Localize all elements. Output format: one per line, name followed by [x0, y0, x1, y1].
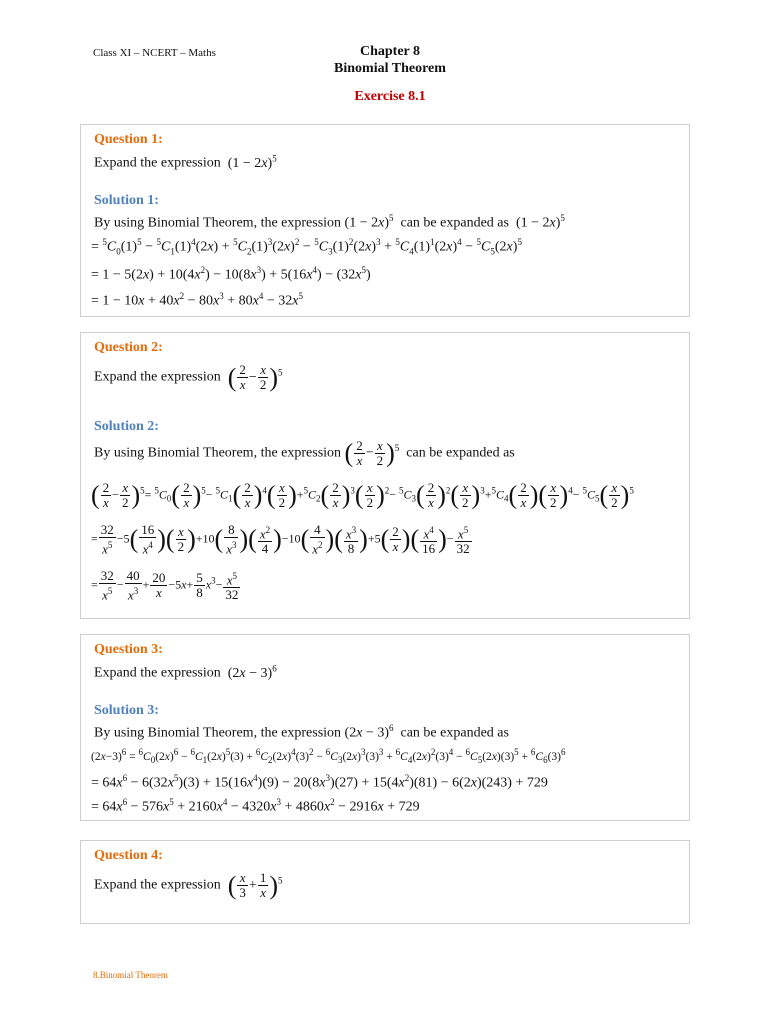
chapter-number: Chapter 8: [359, 44, 421, 59]
question-3-prompt: Expand the expression $(2x - 3)^6$: [94, 663, 277, 681]
header-left: Class XI – NCERT – Maths: [93, 47, 216, 59]
question-1-box: [80, 124, 690, 317]
solution-2-step-3: = $\frac{32}{x^5}$ − $\frac{40}{x^3}$ + $\frac{20}{x}$ −5x+ $\frac{5}{8}$ $x^3-$ $\frac{x^5}{32}$: [91, 568, 239, 603]
solution-2-text: By using Binomial Theorem, the expression ( $\frac{2}{x}$ − $\frac{x}{2}$ )$^5$ can be expanded as: [94, 438, 515, 468]
footer-label: 8.Binomial Theorem: [93, 970, 168, 980]
question-4-prompt: Expand the expression ( $\frac{x}{3}$ + $\frac{1}{x}$ )$^5$: [94, 870, 283, 900]
question-3-label: Question 3:: [94, 642, 163, 657]
question-3-box: [80, 634, 690, 821]
solution-3-label: Solution 3:: [94, 703, 159, 718]
solution-1-step-3: = $1 - 10x + 40x^2 - 80x^3 + 80x^4 - 32x^5$: [91, 291, 304, 309]
question-4-label: Question 4:: [94, 848, 163, 863]
q1-expression: $(1 - 2x)^5$: [227, 153, 277, 171]
solution-3-step-2: = $64x^6 - 6(32x^5)(3) + 15(16x^4)(9) - 20(8x^3)(27) + 15(4x^2)(81) - 6(2x)(243) + 729$: [91, 773, 548, 791]
chapter-title: Binomial Theorem: [334, 61, 446, 76]
chapter-heading: [290, 43, 490, 77]
question-2-label: Question 2:: [94, 340, 163, 355]
solution-3-text: By using Binomial Theorem, the expression $(2x - 3)^6$ can be expanded as: [94, 723, 509, 741]
solution-2-step-1: ( $\frac{2}{x}$ − $\frac{x}{2}$ )$^5= ^5C_0$( $\frac{2}{x}$ )$^5- ^5C_1$( $\frac{2}{x}$ )$^4$( $\frac{x}{2}$ )$+^5C_2$( $\frac{2}{x}$ )$^3$( $\frac{x}{2}$ )$^2- ^5C_3$( $\frac{2}{x}$ )$^2$( $\frac{x}{2}$ )$^3+^5C_4$( $\frac{2}{x}$ )( $\frac{x}{2}$ )$^4- ^5C_5$( $\frac{x}{2}$ )$^5$: [91, 480, 634, 510]
question-1-label: Question 1:: [94, 132, 163, 147]
q2-expression: ( $\frac{2}{x}$ − $\frac{x}{2}$ )$^5$: [227, 362, 283, 392]
q4-expression: ( $\frac{x}{3}$ + $\frac{1}{x}$ )$^5$: [227, 870, 283, 900]
solution-1-step-1: = $^5C_0(1)^5 - ^5C_1(1)^4(2x) + ^5C_2(1)^3(2x)^2 - ^5C_3(1)^2(2x)^3 + ^5C_4(1)^1(2x)^4 - ^5C_5(2x)^5$: [91, 237, 522, 257]
solution-1-text: By using Binomial Theorem, the expression $(1 - 2x)^5$ can be expanded as $(1 - 2x)^5$: [94, 213, 565, 231]
solution-2-step-2: = $\frac{32}{x^5}$ −5( $\frac{16}{x^4}$ )( $\frac{x}{2}$ )+10( $\frac{8}{x^3}$ )( $\frac{x^2}{4}$ )−10( $\frac{4}{x^2}$ )( $\frac{x^3}{8}$ )+5( $\frac{2}{x}$ )( $\frac{x^4}{16}$ )− $\frac{x^5}{32}$: [91, 522, 470, 557]
question-2-prompt: Expand the expression ( $\frac{2}{x}$ − $\frac{x}{2}$ )$^5$: [94, 362, 283, 392]
solution-1-step-2: = $1 - 5(2x) + 10(4x^2) - 10(8x^3) + 5(16x^4) - (32x^5)$: [91, 265, 371, 283]
solution-2-label: Solution 2:: [94, 419, 159, 434]
question-4-box: [80, 840, 690, 924]
exercise-title: Exercise 8.1: [354, 89, 426, 104]
solution-3-step-3: = $64x^6 - 576x^5 + 2160x^4 - 4320x^3 + 4860x^2 - 2916x + 729$: [91, 797, 420, 815]
question-1-prompt: Expand the expression $(1 - 2x)^5$: [94, 153, 277, 171]
solution-3-step-1: $(2x-3)^6 = ^6C_0(2x)^6 - ^6C_1(2x)^5(3) + ^6C_2(2x)^4(3)^2 - ^6C_3(2x)^3(3)^3 + ^6C_4(2x)^2(3)^4 - ^6C_5(2x)(3)^5 + ^6C_6(3)^6$: [91, 747, 566, 766]
question-2-box: [80, 332, 690, 619]
solution-1-label: Solution 1:: [94, 193, 159, 208]
q3-expression: $(2x - 3)^6$: [227, 663, 277, 681]
